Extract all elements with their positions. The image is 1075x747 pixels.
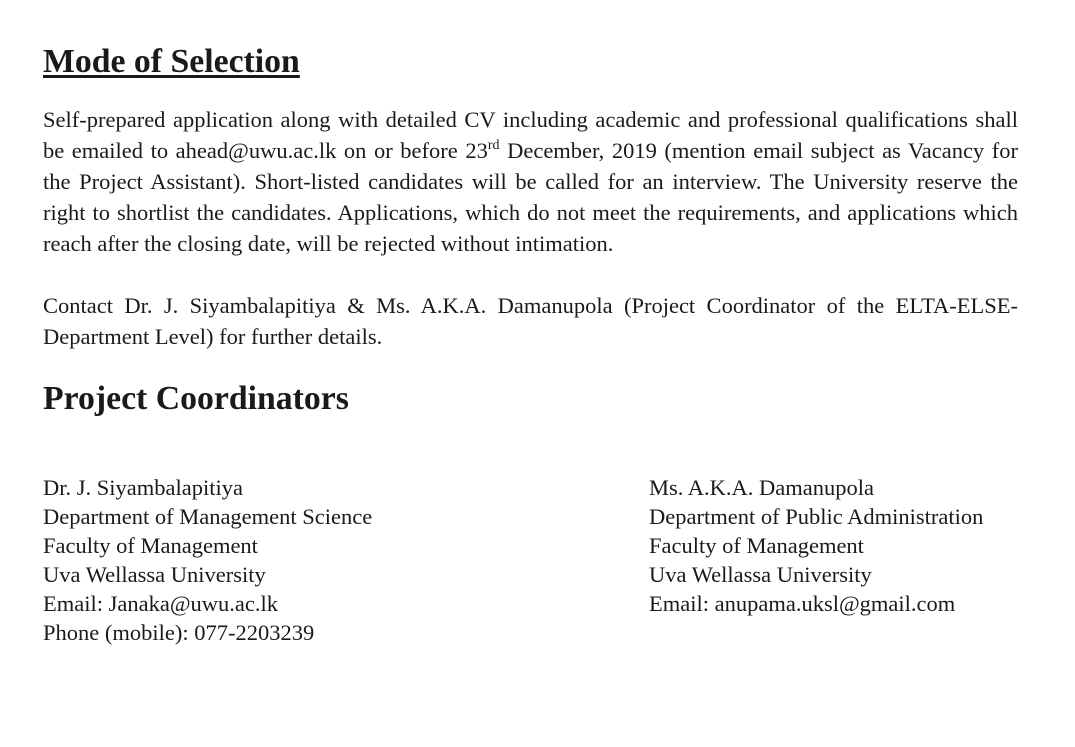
coordinator-faculty: Faculty of Management: [43, 533, 258, 558]
coordinator-email: Email: Janaka@uwu.ac.lk: [43, 591, 279, 616]
coordinators-block: [43, 473, 1075, 693]
document-page: [43, 43, 1018, 645]
coordinator-left: [43, 473, 372, 647]
coordinator-phone: Phone (mobile): 077-2203239: [43, 620, 315, 645]
project-coordinators-heading: Project Coordinators: [43, 380, 349, 417]
contact-paragraph: Contact Dr. J. Siyambalapitiya & Ms. A.K.A. Damanupola (Project Coordinator of the ELTA-ELSE- Department Level) for further details.: [43, 293, 1018, 349]
coordinator-name: Ms. A.K.A. Damanupola: [649, 475, 874, 500]
coordinator-department: Department of Public Administration: [649, 504, 984, 529]
mode-of-selection-heading: Mode of Selection: [43, 43, 300, 80]
ordinal-superscript: rd: [487, 138, 500, 153]
coordinator-email: Email: anupama.uksl@gmail.com: [649, 591, 956, 616]
coordinator-university: Uva Wellassa University: [649, 562, 872, 587]
selection-text-start: Self-prepared application along with detailed CV including academic and professional qualifications shall be emailed to ahead@uwu.ac.lk on or before 23: [43, 107, 1018, 163]
coordinator-faculty: Faculty of Management: [649, 533, 864, 558]
selection-text-end: December, 2019 (mention email subject as Vacancy for the Project Assistant). Short-listed candidates will be called for an interview. The University reserve the right to shortlist the candidates. Applications, which do not meet the requirements, and applications which reach after the closing date, will be rejected without intimation.: [43, 138, 1018, 256]
coordinator-right: [649, 473, 983, 618]
selection-paragraph: [43, 104, 1018, 259]
coordinator-department: Department of Management Science: [43, 504, 373, 529]
coordinator-name: Dr. J. Siyambalapitiya: [43, 475, 243, 500]
coordinator-university: Uva Wellassa University: [43, 562, 266, 587]
